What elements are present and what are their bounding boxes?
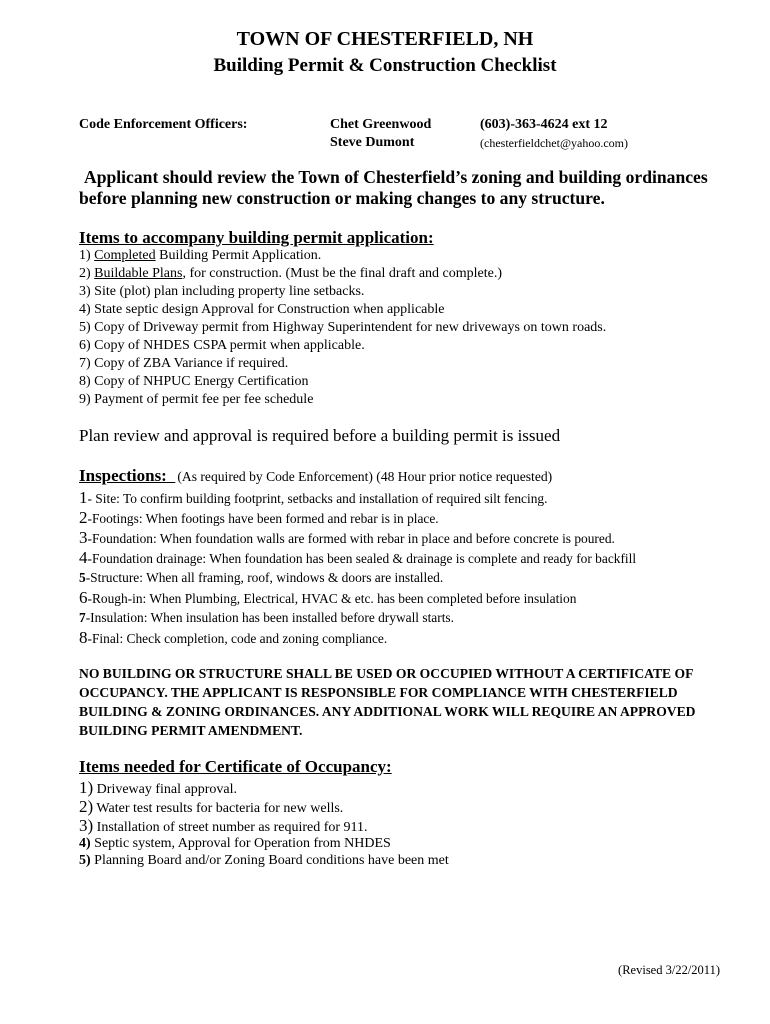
list-item: 9) Payment of permit fee per fee schedule xyxy=(79,392,314,407)
occupancy-notice: NO BUILDING OR STRUCTURE SHALL BE USED OR OCCUPIED WITHOUT A CERTIFICATE OF OCCUPANCY. THE APPLICANT IS RESPONSIBLE FOR COMPLIANCE WITH CHESTERFIELD BUILDING & ZONING ORDINANCES. ANY ADDITIONAL WORK WILL REQUIRE AN APPROVED BUILDING PERMIT AMENDMENT. xyxy=(79,666,696,738)
list-item: 6-Rough-in: When Plumbing, Electrical, HVAC & etc. has been completed before insulation xyxy=(79,588,577,607)
intro-line-2: before planning new construction or making changes to any structure. xyxy=(79,188,605,208)
list-item: 7-Insulation: When insulation has been installed before drywall starts. xyxy=(79,610,454,625)
list-item: 6) Copy of NHDES CSPA permit when applicable. xyxy=(79,338,365,353)
inspections-header xyxy=(79,466,552,486)
list-item: 4) Septic system, Approval for Operation from NHDES xyxy=(79,836,391,851)
officers-label: Code Enforcement Officers: xyxy=(79,117,248,132)
list-item: 3-Foundation: When foundation walls are formed with rebar in place and before concrete is poured. xyxy=(79,528,615,547)
page-subtitle: Building Permit & Construction Checklist xyxy=(213,55,557,76)
officer-name-1: Chet Greenwood xyxy=(330,117,432,132)
list-item: 1- Site: To confirm building footprint, setbacks and installation of required silt fencing. xyxy=(79,488,548,507)
page-title: TOWN OF CHESTERFIELD, NH xyxy=(236,28,534,50)
buildable-plans-link: Buildable Plans xyxy=(94,266,183,281)
list-item: 4) State septic design Approval for Construction when applicable xyxy=(79,302,445,317)
email-address[interactable]: chesterfieldchet@yahoo.com xyxy=(484,136,624,150)
list-item: 4-Foundation drainage: When foundation has been sealed & drainage is complete and ready for backfill xyxy=(79,548,637,567)
list-item: 2) Water test results for bacteria for new wells. xyxy=(79,797,344,816)
list-item: 5-Structure: When all framing, roof, windows & doors are installed. xyxy=(79,570,444,585)
list-item: 5) Planning Board and/or Zoning Board conditions have been met xyxy=(79,853,449,868)
inspections-note: (As required by Code Enforcement) (48 Hour prior notice requested) xyxy=(177,469,553,484)
completed-link: Completed xyxy=(94,248,156,263)
list-item: 5) Copy of Driveway permit from Highway Superintendent for new driveways on town roads. xyxy=(79,320,607,335)
list-item: 2) Buildable Plans, for construction. (Must be the final draft and complete.) xyxy=(79,266,503,281)
list-item: 8-Final: Check completion, code and zoning compliance. xyxy=(79,628,388,647)
list-item: 8) Copy of NHPUC Energy Certification xyxy=(79,374,309,389)
inspections-list xyxy=(79,488,636,648)
permit-items-heading: Items to accompany building permit application: xyxy=(79,228,434,247)
list-item: 2-Footings: When footings have been formed and rebar is in place. xyxy=(79,508,439,527)
list-item: 1) Completed Building Permit Application. xyxy=(79,248,322,263)
list-item: 1) Driveway final approval. xyxy=(79,778,238,797)
revision-date: (Revised 3/22/2011) xyxy=(618,963,720,977)
intro-line-1: Applicant should review the Town of Chesterfield’s zoning and building ordinances xyxy=(84,167,708,187)
certificate-list xyxy=(79,778,449,869)
officer-name-2: Steve Dumont xyxy=(330,135,415,150)
officer-email[interactable]: (chesterfieldchet@yahoo.com) xyxy=(480,136,628,150)
certificate-heading: Items needed for Certificate of Occupancy: xyxy=(79,757,392,776)
officer-phone: (603)-363-4624 ext 12 xyxy=(480,117,608,132)
inspections-heading: Inspections: xyxy=(79,466,167,485)
list-item: 3) Site (plot) plan including property line setbacks. xyxy=(79,284,365,299)
list-item: 3) Installation of street number as required for 911. xyxy=(79,816,368,835)
permit-items-list xyxy=(79,247,606,409)
list-item: 7) Copy of ZBA Variance if required. xyxy=(79,356,289,371)
plan-review-statement: Plan review and approval is required before a building permit is issued xyxy=(79,426,561,445)
